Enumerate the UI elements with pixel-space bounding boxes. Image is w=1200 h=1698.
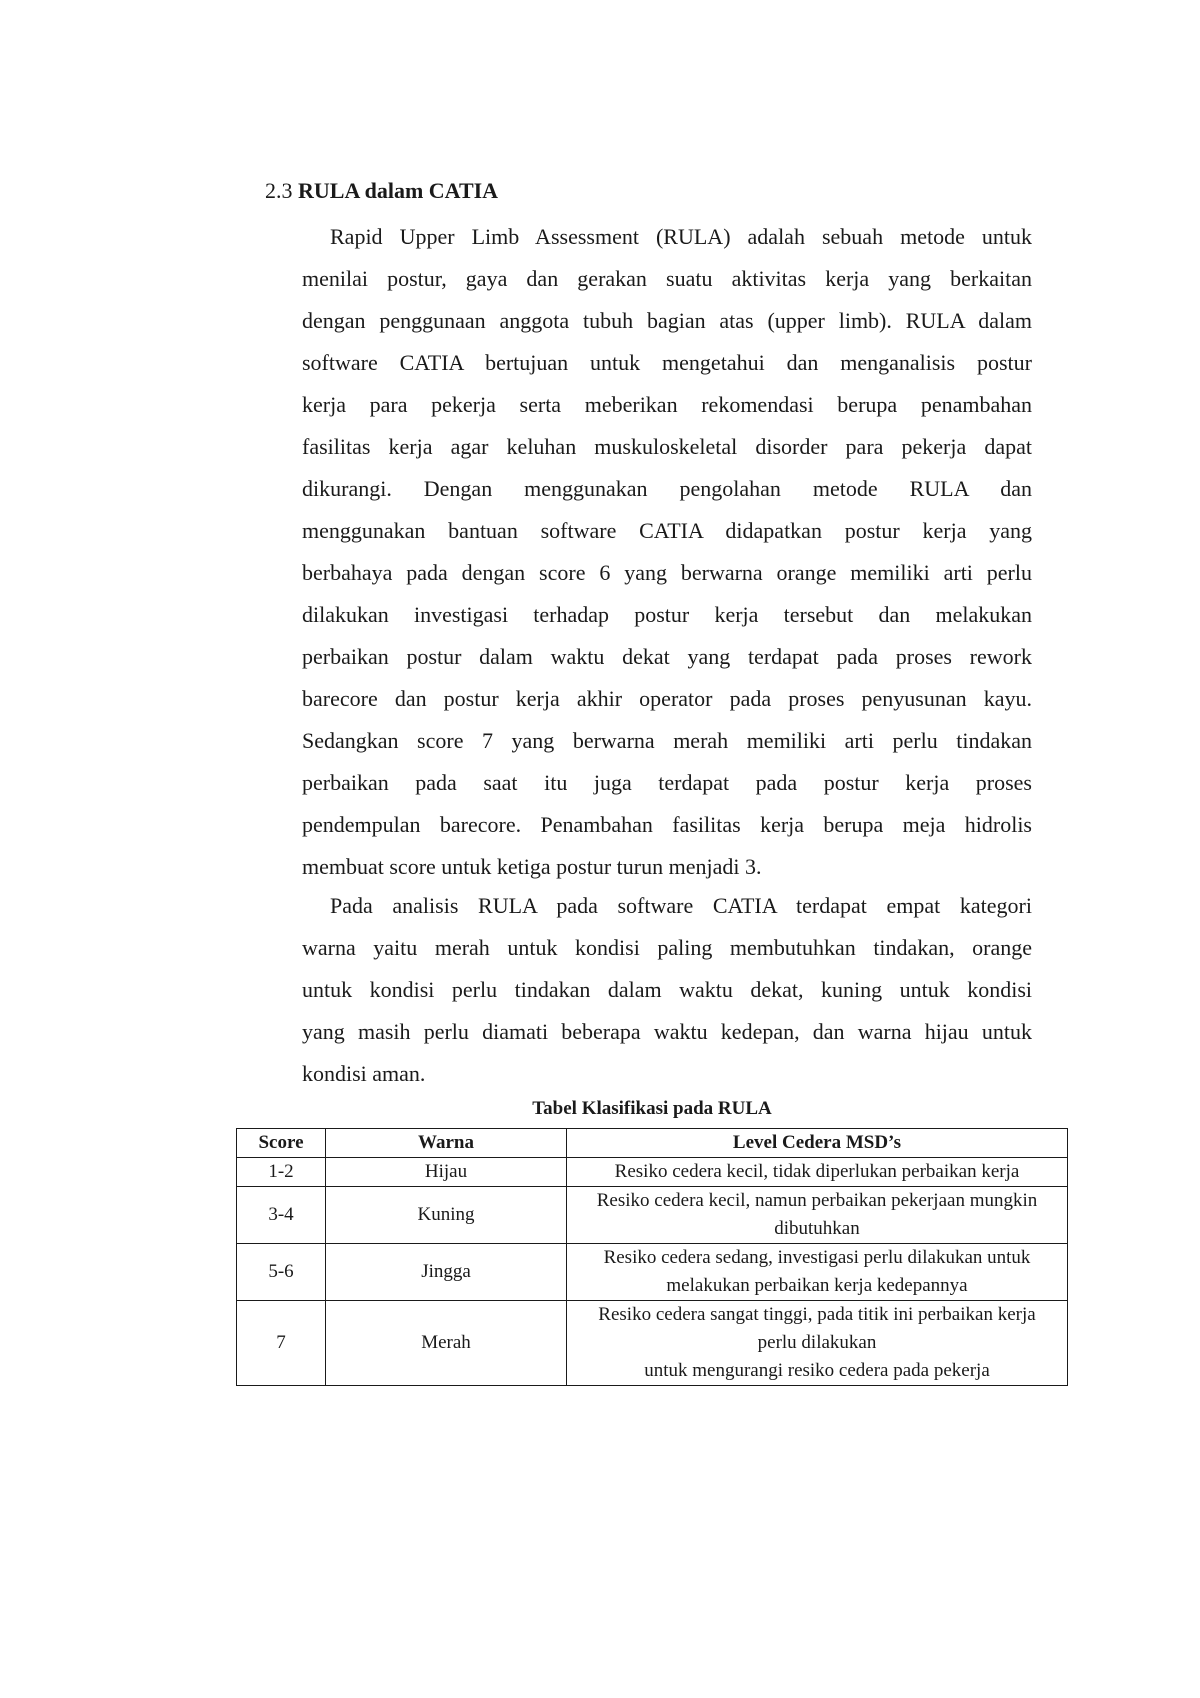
paragraph-line: berbahaya pada dengan score 6 yang berwarna orange memiliki arti perlu [302, 560, 1032, 585]
paragraph-line: dengan penggunaan anggota tubuh bagian atas (upper limb). RULA dalam [302, 308, 1032, 333]
paragraph-line: warna yaitu merah untuk kondisi paling membutuhkan tindakan, orange [302, 935, 1032, 960]
paragraph-line: pendempulan barecore. Penambahan fasilitas kerja berupa meja hidrolis [302, 812, 1032, 837]
paragraph-line: menilai postur, gaya dan gerakan suatu aktivitas kerja yang berkaitan [302, 266, 1032, 291]
table-row [237, 1301, 1068, 1386]
paragraph-line: kerja para pekerja serta meberikan rekomendasi berupa penambahan [302, 392, 1032, 417]
paragraph-line: fasilitas kerja agar keluhan muskuloskeletal disorder para pekerja dapat [302, 434, 1032, 459]
paragraph-line: Sedangkan score 7 yang berwarna merah memiliki arti perlu tindakan [302, 728, 1032, 753]
paragraph-line: Pada analisis RULA pada software CATIA terdapat empat kategori [330, 893, 1032, 918]
paragraph-color-categories [302, 885, 1032, 1095]
cell-level-line: melakukan perbaikan kerja kedepannya [666, 1275, 968, 1296]
paragraph-line: dikurangi. Dengan menggunakan pengolahan metode RULA dan [302, 476, 1032, 501]
cell-level-line: Resiko cedera kecil, namun perbaikan pekerjaan mungkin [596, 1190, 1038, 1211]
paragraph-line: untuk kondisi perlu tindakan dalam waktu dekat, kuning untuk kondisi [302, 977, 1032, 1002]
paragraph-line: barecore dan postur kerja akhir operator pada proses penyusunan kayu. [302, 686, 1032, 711]
rula-classification-table [236, 1128, 1068, 1386]
table-row [237, 1187, 1068, 1244]
cell-level-line: Resiko cedera sedang, investigasi perlu dilakukan untuk [603, 1247, 1031, 1268]
cell-warna: Jingga [326, 1244, 567, 1301]
cell-level [567, 1158, 1068, 1187]
paragraph-line: perbaikan pada saat itu juga terdapat pada postur kerja proses [302, 770, 1032, 795]
section-title: RULA dalam CATIA [298, 178, 499, 203]
paragraph-line: Rapid Upper Limb Assessment (RULA) adalah sebuah metode untuk [330, 224, 1032, 249]
cell-warna: Kuning [326, 1187, 567, 1244]
cell-level-line: perlu dilakukan [757, 1332, 877, 1353]
cell-score: 3-4 [237, 1187, 326, 1244]
table-row [237, 1158, 1068, 1187]
section-heading [265, 176, 498, 206]
cell-warna: Hijau [326, 1158, 567, 1187]
paragraph-line: software CATIA bertujuan untuk mengetahui dan menganalisis postur [302, 350, 1032, 375]
cell-level [567, 1187, 1068, 1244]
cell-level-line: untuk mengurangi resiko cedera pada pekerja [644, 1360, 990, 1381]
table-header-row [237, 1129, 1068, 1158]
cell-level [567, 1244, 1068, 1301]
header-score: Score [237, 1129, 326, 1158]
paragraph-line: dilakukan investigasi terhadap postur kerja tersebut dan melakukan [302, 602, 1032, 627]
paragraph-line: membuat score untuk ketiga postur turun menjadi 3. [302, 854, 762, 879]
cell-score: 1-2 [237, 1158, 326, 1187]
paragraph-line: kondisi aman. [302, 1061, 426, 1086]
paragraph-rula-intro [302, 216, 1032, 888]
cell-level [567, 1301, 1068, 1386]
cell-level-line: Resiko cedera sangat tinggi, pada titik ini perbaikan kerja [598, 1304, 1036, 1325]
cell-level-line: dibutuhkan [774, 1218, 860, 1239]
paragraph-line: menggunakan bantuan software CATIA didapatkan postur kerja yang [302, 518, 1032, 543]
section-number: 2.3 [265, 178, 293, 203]
header-level: Level Cedera MSD’s [567, 1129, 1068, 1158]
cell-warna: Merah [326, 1301, 567, 1386]
header-warna: Warna [326, 1129, 567, 1158]
paragraph-line: yang masih perlu diamati beberapa waktu kedepan, dan warna hijau untuk [302, 1019, 1032, 1044]
paragraph-line: perbaikan postur dalam waktu dekat yang terdapat pada proses rework [302, 644, 1032, 669]
table-row [237, 1244, 1068, 1301]
cell-score: 5-6 [237, 1244, 326, 1301]
table-caption: Tabel Klasifikasi pada RULA [532, 1098, 772, 1119]
cell-level-line: Resiko cedera kecil, tidak diperlukan perbaikan kerja [614, 1161, 1020, 1182]
cell-score: 7 [237, 1301, 326, 1386]
